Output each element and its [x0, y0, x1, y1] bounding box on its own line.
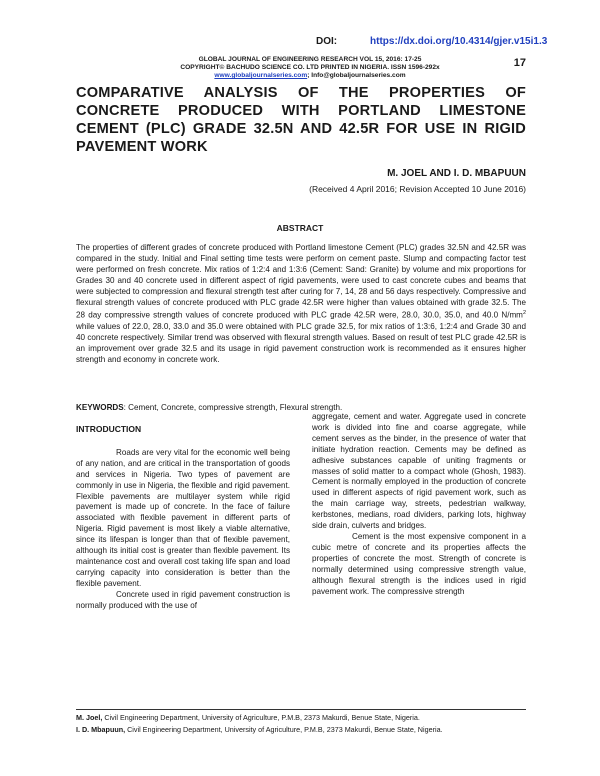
- footnote-affiliation: Civil Engineering Department, University of Agriculture, P.M.B, 2373 Makurdi, Benue State, Nigeria.: [125, 725, 443, 734]
- doi-link[interactable]: https://dx.doi.org/10.4314/gjer.v15i1.3: [370, 36, 548, 47]
- abstract-part-2: while values of 22.0, 28.0, 33.0 and 35.0 were obtained with PLC grade 32.5, for mix ratios of 1:3:6, 1:2:4 and Grade 30 and 40 concrete respectively. Similar trend was observed with flexural strength values. Based on result of test PLC grade 42.5R is an improvement over grade 32.5 and its usage in rigid pavement construction work is recommended as it ensures higher strength and economy in concrete work.: [76, 322, 526, 364]
- journal-title-line: GLOBAL JOURNAL OF ENGINEERING RESEARCH VOL 15, 2016: 17-25: [198, 56, 422, 63]
- paper-authors: M. JOEL AND I. D. MBAPUUN: [387, 168, 526, 179]
- abstract-superscript: 2: [522, 310, 526, 317]
- footnote-author-1: [76, 713, 526, 722]
- footnote-author-2: [76, 725, 526, 734]
- doi-label: DOI:: [316, 36, 338, 47]
- received-dates: (Received 4 April 2016; Revision Accepted 10 June 2016): [309, 184, 526, 194]
- abstract-heading: ABSTRACT: [276, 223, 324, 233]
- footnote-divider: [76, 709, 526, 710]
- left-column: [76, 424, 290, 612]
- contact-separator: ;: [307, 72, 312, 79]
- introduction-heading: INTRODUCTION: [76, 424, 142, 434]
- right-paragraph-2: Cement is the most expensive component in a cubic metre of concrete and its properties affects the properties of concrete the most. Strength of concrete is normally determined using compressive strength value, although flexural strength is the indices used in rigid pavement work. The compressive strength: [312, 531, 526, 596]
- right-paragraph-1: aggregate, cement and water. Aggregate used in concrete work is divided into fine and coarse aggregate, while cement serves as the binder, in the presence of water that initiate hydration reaction. Cements may be defined as adhesive substances capable of uniting fragments or masses of solid matter to a compact whole (Ghosh, 1983). Cement is normally employed in the production of concrete used in different aspects of rigid pavement work, such as the main carriage way, streets, pedestrian walkway, kerbstones, medians, road dividers, parking lots, highway side drain, culverts and bridges.: [312, 412, 526, 531]
- abstract-text: [76, 243, 526, 366]
- journal-header: [120, 56, 500, 80]
- page-number: 17: [513, 57, 526, 69]
- footnote-name: M. Joel,: [76, 713, 103, 722]
- footnote-affiliation: Civil Engineering Department, University of Agriculture, P.M.B, 2373 Makurdi, Benue State, Nigeria.: [102, 713, 420, 722]
- keywords-list: : Cement, Concrete, compressive strength, Flexural strength.: [123, 403, 343, 412]
- intro-paragraph-2: Concrete used in rigid pavement construction is normally produced with the use of: [76, 589, 290, 610]
- contact-line: [120, 72, 500, 80]
- keywords-label: KEYWORDS: [76, 403, 124, 412]
- journal-email: Info@globaljournalseries.com: [311, 72, 406, 79]
- website-link[interactable]: www.globaljournalseries.com: [214, 72, 308, 79]
- abstract-part-1: The properties of different grades of concrete produced with Portland limestone Cement (PLC) grades 32.5N and 42.5R was compared in the study. Initial and Final setting time tests were perform on cement paste. Slump and compacting factor test were performed on fresh concrete. Mix ratios of 1:2:4 and 1:3:6 (Cement: Sand: Granite) by volume and mix proportions for Grades 30 and 40 concrete used in different aspect of rigid pavements, were used to cast concrete cubes and beams that were subjected to compression and flexural strength test after curing for 7, 14, 28 and 56 days respectively. Compressive and flexural strength values of concrete produced with PLC grade 42.5R were higher than values obtained with grade 32.5. The 28 day compressive strength values of concrete produced with PLC grade 42.5R were, 28.0, 30.0, 35.0, and 40.0 N/mm: [76, 243, 526, 321]
- footnote-name: I. D. Mbapuun,: [76, 725, 126, 734]
- intro-paragraph-1: Roads are very vital for the economic well being of any nation, and are critical in the transportation of goods and services in Nigeria. Two types of pavement are commonly in use in Nigeria, the flexible and rigid pavement. Flexible pavements are multilayer system while rigid pavement is made up of concrete. In the face of failure associated with flexible pavement in different parts of Nigeria. Rigid pavement is most likely a viable alternative, since its lifespan is longer than that of flexible pavement, although its initial cost is greater than flexible pavement. Its maintenance cost and overall cost taking life span and load carrying capacity into consideration is better than the flexible pavement.: [76, 447, 290, 588]
- paper-title: COMPARATIVE ANALYSIS OF THE PROPERTIES OF CONCRETE PRODUCED WITH PORTLAND LIMESTONE CEMENT (PLC) GRADE 32.5N AND 42.5R FOR USE IN RIGID PAVEMENT WORK: [76, 85, 526, 155]
- right-column: [312, 412, 526, 597]
- copyright-line: COPYRIGHT© BACHUDO SCIENCE CO. LTD PRINTED IN NIGERIA. ISSN 1596-292x: [180, 64, 440, 71]
- keywords: [76, 403, 526, 412]
